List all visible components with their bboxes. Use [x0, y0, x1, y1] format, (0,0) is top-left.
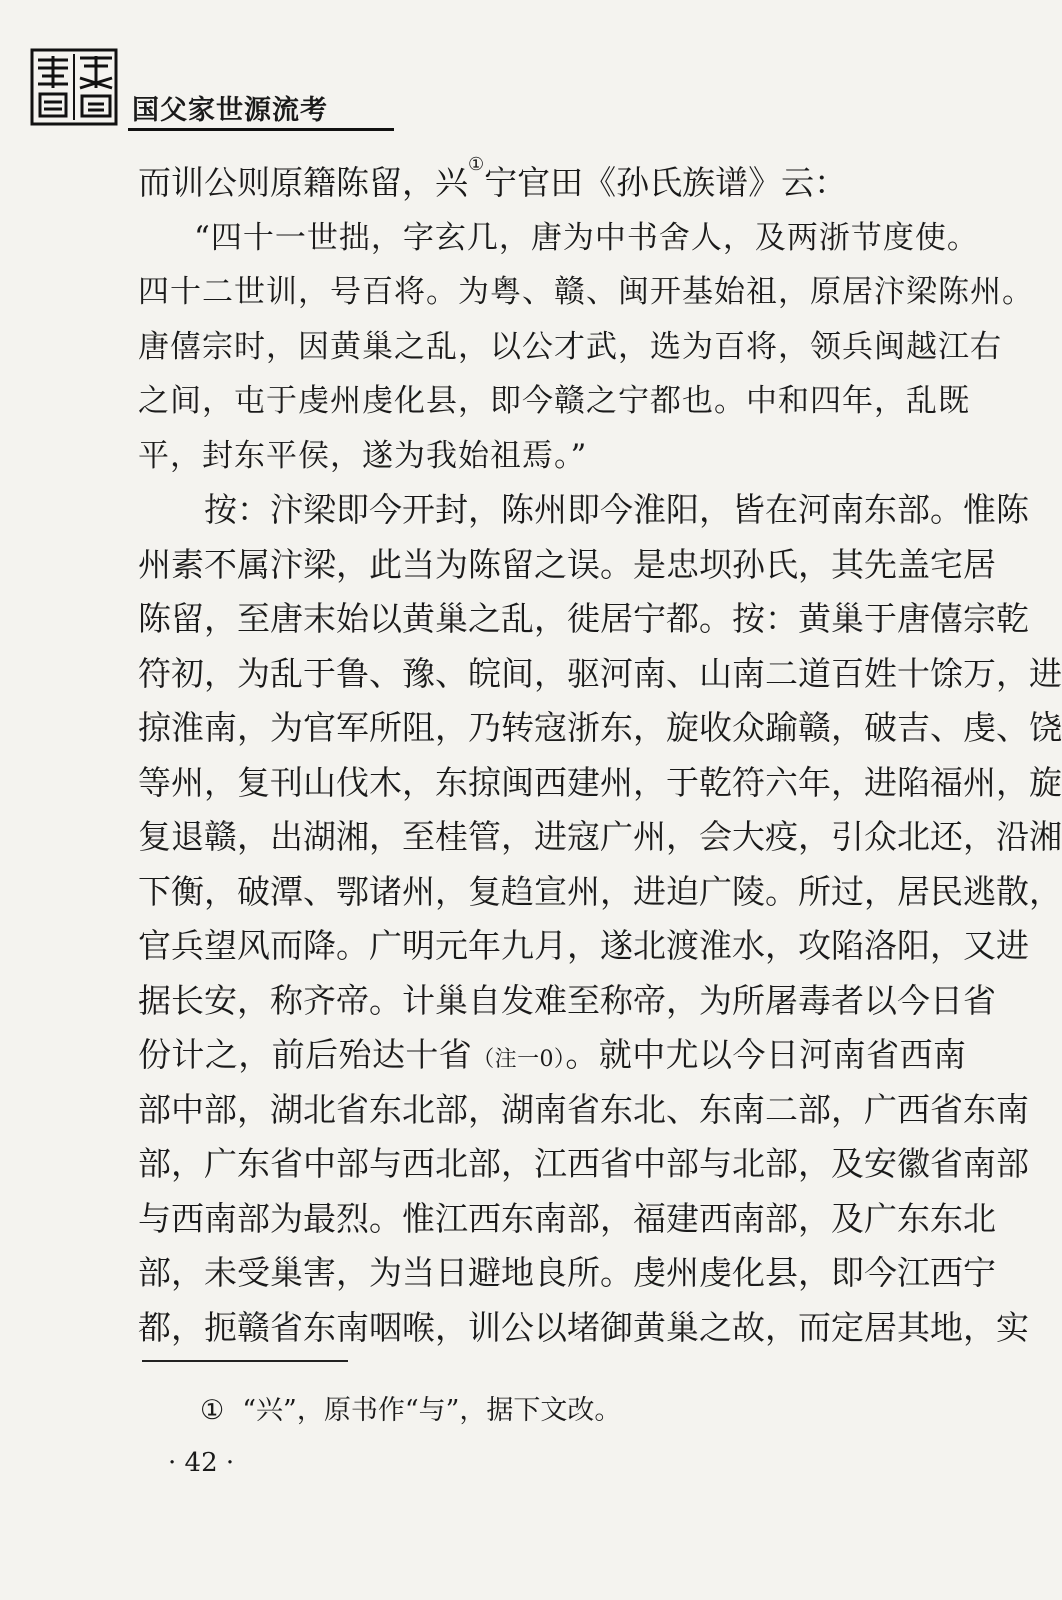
genealogy-quote	[138, 211, 1034, 484]
intro-text-before: 而训公则原籍陈留，兴	[138, 163, 468, 202]
footnote-mark: ①	[200, 1395, 225, 1426]
note-reference: （注一0）	[472, 1047, 566, 1072]
commentary-line	[138, 1028, 966, 1083]
footnote-reference: ①	[468, 154, 485, 175]
footnote-text: “兴”，原书作“与”，据下文改。	[242, 1395, 622, 1426]
commentary-line: 掠淮南，为官军所阻，乃转寇浙东，旋收众踰赣，破吉、虔、饶	[138, 708, 1062, 747]
header-rule	[128, 128, 394, 131]
commentary-line: 符初，为乱于鲁、豫、皖间，驱河南、山南二道百姓十馀万，进	[138, 653, 1062, 693]
commentary-line: 部中部，湖北省东北部，湖南省东北、东南二部，广西省东南	[138, 1089, 1029, 1129]
commentary-line: 据长安，称齐帝。计巢自发难至称帝，为所屠毒者以今日省	[138, 980, 996, 1020]
commentary-line: 部，广东省中部与西北部，江西省中部与北部，及安徽省南部	[138, 1144, 1029, 1183]
intro-line	[138, 156, 966, 211]
commentary-line: 陈留，至唐末始以黄巢之乱，徙居宁都。按：黄巢于唐僖宗乾	[138, 599, 1029, 638]
commentary-line: 按：汴梁即今开封，陈州即今淮阳，皆在河南东部。惟陈	[204, 490, 1029, 529]
commentary-line: 复退赣，出湖湘，至桂管，进寇广州，会大疫，引众北还，沿湘	[138, 817, 1062, 856]
commentary-line: 都，扼赣省东南咽喉，训公以堵御黄巢之故，而定居其地，实	[138, 1307, 1029, 1347]
commentary-paragraph	[138, 483, 1062, 1355]
seal-logo	[30, 48, 118, 126]
commentary-line: 部，未受巢害，为当日避地良所。虔州虔化县，即今江西宁	[138, 1253, 996, 1292]
note-line-after: 。就中尤以今日河南省西南	[565, 1035, 967, 1074]
quote-line: “四十一世拙，字玄几，唐为中书舍人，及两浙节度使。	[194, 219, 979, 256]
body-text	[138, 154, 1062, 1355]
page-header	[28, 40, 368, 132]
intro-text-after: 宁官田《孙氏族谱》云：	[484, 163, 848, 202]
running-head-title: 国父家世源流考	[132, 95, 328, 126]
commentary-line: 与西南部为最烈。惟江西东南部，福建西南部，及广东东北	[138, 1198, 996, 1238]
quote-line: 平，封东平侯，遂为我始祖焉。”	[138, 437, 588, 474]
note-line-before: 份计之，前后殆达十省	[138, 1035, 473, 1074]
quote-line: 之间，屯于虔州虔化县，即今赣之宁都也。中和四年，乱既	[138, 383, 970, 419]
commentary-line: 下衡，破潭、鄂诸州，复趋宣州，进迫广陵。所过，居民逃散，	[138, 871, 1062, 911]
commentary-line: 州素不属汴梁，此当为陈留之误。是忠坝孙氏，其先盖宅居	[138, 544, 996, 584]
commentary-line: 等州，复刊山伐木，东掠闽西建州，于乾符六年，进陷福州，旋	[138, 762, 1062, 802]
page-number: · 42 ·	[168, 1448, 235, 1478]
quote-line: 唐僖宗时，因黄巢之乱，以公才武，选为百将，领兵闽越江右	[138, 328, 1002, 365]
footnote-rule	[142, 1360, 348, 1362]
commentary-line: 官兵望风而降。广明元年九月，遂北渡淮水，攻陷洛阳，又进	[138, 926, 1029, 965]
quote-line: 四十二世训，号百将。为粤、赣、闽开基始祖，原居汴梁陈州。	[138, 274, 1034, 310]
footnote	[200, 1388, 621, 1427]
